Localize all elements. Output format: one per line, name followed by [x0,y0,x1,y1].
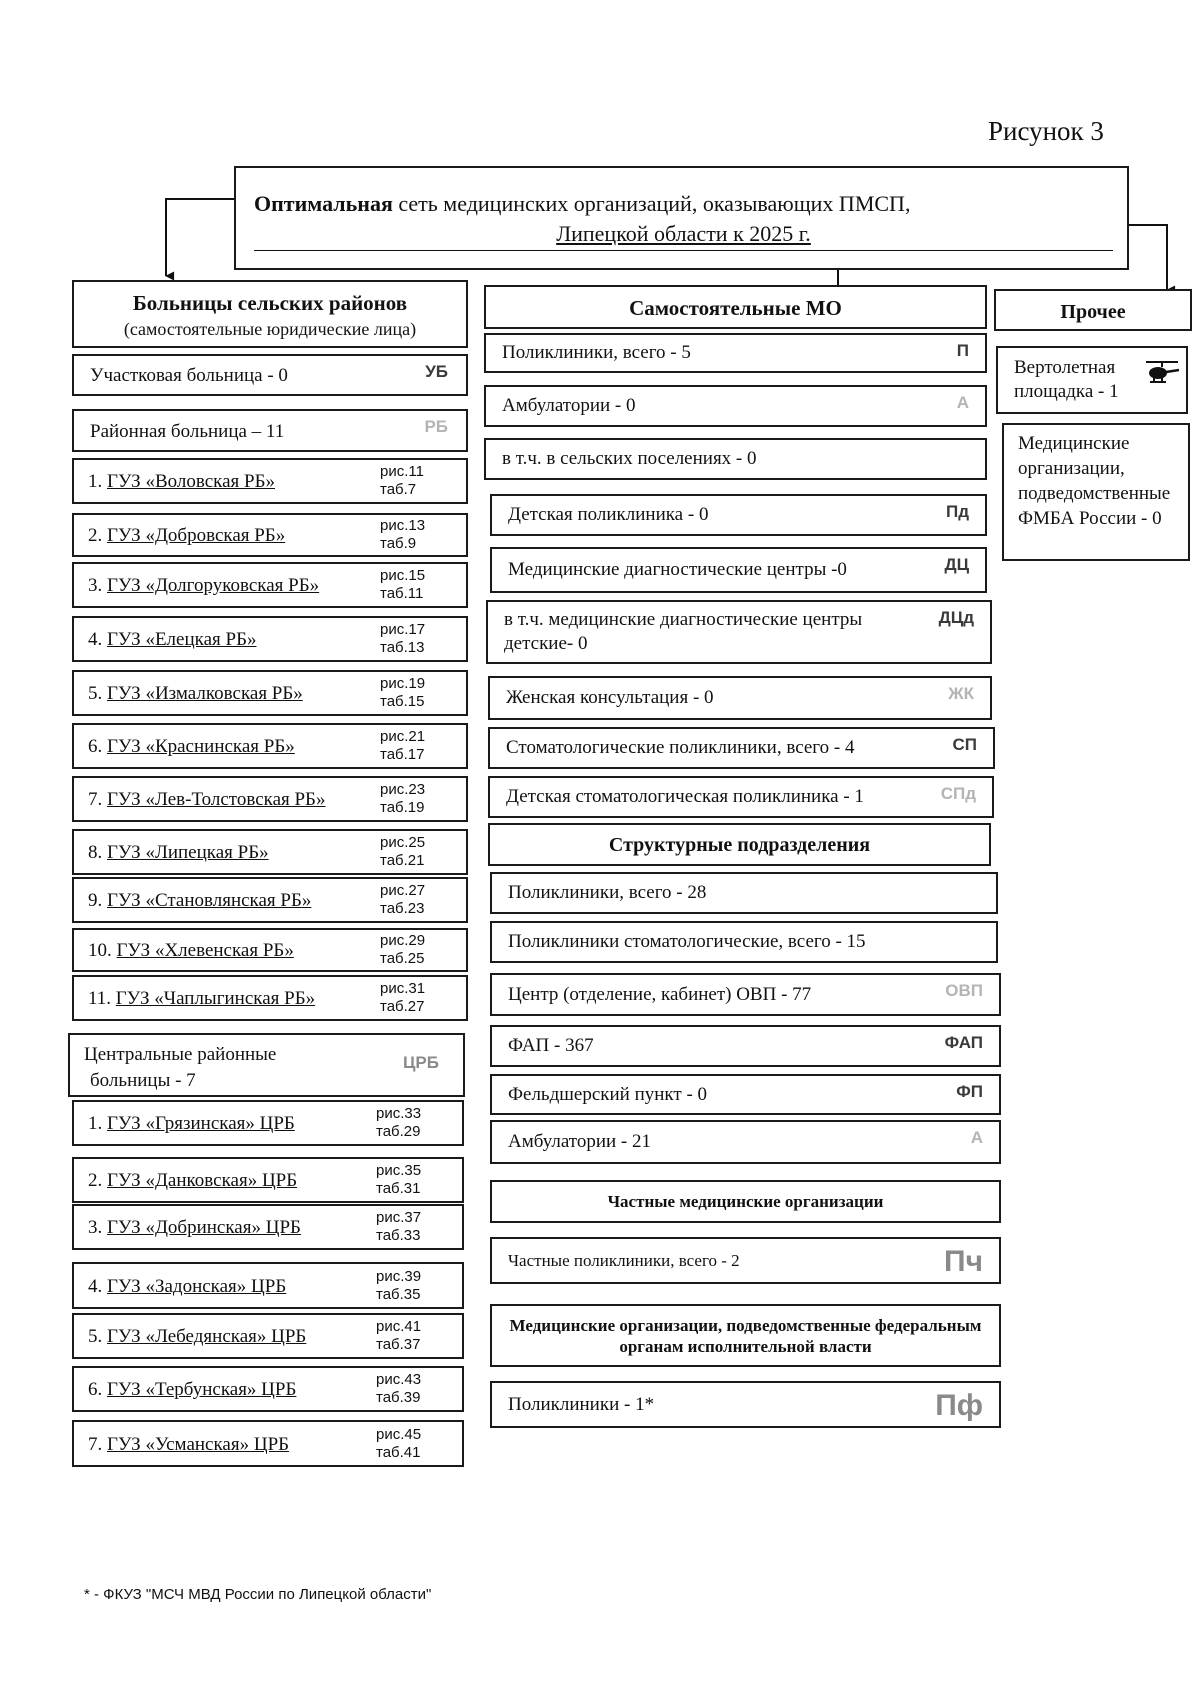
crb-item-name: ГУЗ «Добринская» ЦРБ [107,1217,301,1238]
rb-item [72,513,468,557]
rb-item-num: 6. [88,736,103,757]
federal-header-box-title: Медицинские организации, подведомственные федеральным органам исполнительной власти [509,1315,982,1356]
struct-item [490,1074,1001,1115]
crb-item-ref [376,1318,421,1354]
rb-item-label [88,987,315,1011]
crb-item-ris: рис.33 [376,1105,422,1122]
arrow-to-right-column [1128,225,1167,290]
mo-item [486,600,992,664]
mo-item-label: Медицинские диагностические центры -0 [508,559,847,580]
crb-item-ris: рис.41 [376,1318,422,1335]
crb-item-ref [376,1371,421,1407]
rb-item-name: ГУЗ «Лев-Толстовская РБ» [107,789,326,810]
rb-item-ris: рис.11 [380,463,424,480]
crb-item-num: 7. [88,1434,103,1455]
rb-item-label [88,574,319,598]
rb-item-name: ГУЗ «Хлевенская РБ» [116,940,294,961]
struct-header-box-title: Структурные подразделения [608,833,871,856]
mo-item [484,385,987,427]
mo-item-label: Поликлиники, всего - 5 [502,342,691,363]
rb-item-ref [380,882,425,918]
mo-item-label: Детская стоматологическая поликлиника - 1 [506,786,864,807]
crb-item-label [88,1112,295,1136]
crb-item-ris: рис.37 [376,1209,422,1226]
mo-item-code: Пд [945,502,969,521]
rb-item-ref [380,980,425,1016]
rb-label: Районная больница – 11 [90,421,285,442]
struct-item-code: ФП [956,1082,983,1101]
rb-item-name: ГУЗ «Воловская РБ» [107,471,275,492]
struct-item-code: А [970,1128,983,1147]
mo-item-code: СПд [940,784,976,803]
struct-item-label: Центр (отделение, кабинет) ОВП - 77 [508,984,812,1005]
struct-item-code: ФАП [944,1033,983,1052]
rb-item-name: ГУЗ «Чаплыгинская РБ» [115,988,316,1009]
crb-item [72,1420,464,1467]
crb-item-ris: рис.35 [376,1162,422,1179]
rb-item-name: ГУЗ «Елецкая РБ» [107,629,257,650]
rb-item-label [88,889,311,913]
crb-item [72,1157,464,1203]
rb-item-ref [380,517,425,553]
rb-item-tab: таб.17 [380,746,425,763]
helicopter-icon [1142,358,1182,386]
rb-item-tab: таб.19 [380,799,425,816]
crb-item-name: ГУЗ «Данковская» ЦРБ [107,1170,298,1191]
mo-item-code: А [956,393,969,412]
rb-code: РБ [424,417,448,436]
rb-item-label [88,841,269,865]
crb-item-ris: рис.45 [376,1426,422,1443]
crb-item [72,1100,464,1146]
mo-item [488,776,994,818]
crb-item-num: 1. [88,1113,103,1134]
rb-box [72,409,468,452]
rb-item-ref [380,621,425,657]
struct-item [490,1120,1001,1164]
mo-item [490,494,987,536]
rb-item-name: ГУЗ «Липецкая РБ» [107,842,269,863]
rb-item-ref [380,834,425,870]
private-header-box-title: Частные медицинские организации [607,1192,884,1211]
crb-item-ref [376,1162,421,1198]
crb-item [72,1366,464,1412]
rb-item-tab: таб.13 [380,639,425,656]
rb-item-tab: таб.23 [380,900,425,917]
rb-item-ref [380,932,425,968]
rb-item-ris: рис.19 [380,675,426,692]
fmba-box [1002,423,1190,561]
mo-item [484,438,987,480]
mo-item-code: ЖК [948,684,974,703]
mo-item-label: в т.ч. медицинские диагностические центры детские- 0 [504,609,863,654]
struct-item [490,872,998,914]
federal-item-label: Поликлиники - 1* [508,1394,655,1415]
rb-item-tab: таб.15 [380,693,425,710]
mo-item-label: Стоматологические поликлиники, всего - 4 [506,737,855,758]
rb-item-num: 8. [88,842,103,863]
crb-item-tab: таб.41 [376,1444,421,1461]
right-header-box [994,289,1192,331]
struct-item-label: ФАП - 367 [508,1035,594,1056]
rb-item [72,458,468,504]
private-item-code: Пч [944,1245,983,1278]
crb-item-label [88,1216,301,1240]
crb-item-name: ГУЗ «Грязинская» ЦРБ [107,1113,295,1134]
mo-item-code: ДЦд [938,608,974,627]
crb-item [72,1262,464,1309]
crb-item-num: 5. [88,1326,103,1347]
crb-item-tab: таб.29 [376,1123,421,1140]
title-rest: сеть медицинских организаций, оказывающих ПМСП, [398,191,911,216]
rb-item-name: ГУЗ «Становлянская РБ» [107,890,312,911]
crb-item-name: ГУЗ «Тербунская» ЦРБ [107,1379,297,1400]
crb-item-num: 4. [88,1276,103,1297]
ub-box [72,354,468,396]
struct-item-label: Фельдшерский пункт - 0 [508,1084,708,1105]
left-header-box [72,280,468,348]
crb-box [68,1033,465,1097]
rb-item-num: 7. [88,789,103,810]
rb-item-num: 9. [88,890,103,911]
mo-item [490,547,987,593]
rb-item [72,829,468,875]
rb-item-tab: таб.25 [380,950,425,967]
rb-item-tab: таб.21 [380,852,425,869]
rb-item-ref [380,781,425,817]
footnote: * - ФКУЗ "МСЧ МВД России по Липецкой области" [84,1586,432,1603]
left-header-title: Больницы сельских районов [132,291,408,315]
ub-code: УБ [425,362,448,381]
crb-item-name: ГУЗ «Усманская» ЦРБ [107,1434,290,1455]
struct-item-label: Поликлиники стоматологические, всего - 15 [508,931,866,952]
crb-code: ЦРБ [403,1053,439,1072]
mo-item [488,727,995,769]
rb-item-ris: рис.15 [380,567,426,584]
title-box [234,166,1129,270]
crb-item-tab: таб.37 [376,1336,421,1353]
struct-item [490,1025,1001,1067]
rb-item-ris: рис.17 [380,621,426,638]
crb-item-num: 3. [88,1217,103,1238]
mo-item-code: П [956,341,969,360]
crb-line2: больницы - 7 [90,1070,196,1091]
rb-item-label [88,939,294,963]
private-header-box [490,1180,1001,1223]
crb-item [72,1204,464,1250]
rb-item-num: 11. [88,988,112,1009]
rb-item-name: ГУЗ «Добровская РБ» [107,525,286,546]
mo-item [484,333,987,373]
rb-item-num: 3. [88,575,103,596]
rb-item-num: 4. [88,629,103,650]
right-header: Прочее [1060,301,1126,323]
struct-item [490,921,998,963]
heli-label: Вертолетная площадка - 1 [1014,357,1119,402]
rb-item-ref [380,463,424,499]
mo-item-label: Амбулатории - 0 [502,395,636,416]
crb-item-num: 2. [88,1170,103,1191]
rb-item-ref [380,675,425,711]
rb-item-tab: таб.27 [380,998,425,1015]
private-item [490,1237,1001,1284]
crb-item-name: ГУЗ «Лебедянская» ЦРБ [107,1326,307,1347]
mo-item-label: Женская консультация - 0 [506,687,714,708]
rb-item-label [88,682,303,706]
mo-item-label: Детская поликлиника - 0 [508,504,709,525]
rb-item [72,975,468,1021]
rb-item-ref [380,728,425,764]
rb-item-tab: таб.7 [380,481,417,498]
rb-item-num: 1. [88,471,103,492]
rb-item [72,616,468,662]
crb-item-tab: таб.31 [376,1180,421,1197]
crb-item-ref [376,1268,421,1304]
crb-item-label [88,1169,297,1193]
crb-item-num: 6. [88,1379,103,1400]
rb-item-name: ГУЗ «Измалковская РБ» [107,683,303,704]
rb-item-ref [380,567,425,603]
crb-line1: Центральные районные [84,1044,277,1065]
rb-item [72,723,468,769]
rb-item-name: ГУЗ «Краснинская РБ» [107,736,295,757]
crb-item-label [88,1275,286,1299]
crb-item-label [88,1378,296,1402]
private-item-label: Частные поликлиники, всего - 2 [508,1251,740,1270]
mo-item-code: ДЦ [944,555,969,574]
crb-item-ris: рис.39 [376,1268,422,1285]
rb-item-name: ГУЗ «Долгоруковская РБ» [107,575,320,596]
arrow-to-left-column [166,199,234,276]
rb-item-ris: рис.21 [380,728,426,745]
rb-item [72,670,468,716]
struct-item-code: ОВП [945,981,983,1000]
rb-item-ris: рис.23 [380,781,426,798]
rb-item-ris: рис.25 [380,834,426,851]
middle-header: Самостоятельные МО [629,296,842,320]
rb-item-ris: рис.13 [380,517,426,534]
fmba-label: Медицинские организации, подведомственные ФМБА России - 0 [1018,433,1171,529]
federal-item [490,1381,1001,1428]
middle-header-box [484,285,987,329]
rb-item-label [88,524,285,548]
figure-label: Рисунок 3 [988,116,1104,146]
rb-item-num: 5. [88,683,103,704]
crb-item-tab: таб.33 [376,1227,421,1244]
federal-item-code: Пф [935,1389,983,1422]
crb-item-ref [376,1209,421,1245]
rb-item-label [88,628,257,652]
rb-item-ris: рис.27 [380,882,426,899]
ub-label: Участковая больница - 0 [90,365,288,386]
left-header-subtitle: (самостоятельные юридические лица) [123,319,417,339]
federal-header-box [490,1304,1001,1367]
struct-item [490,973,1001,1016]
struct-header-box [488,823,991,866]
crb-item-label [88,1325,306,1349]
title-line1 [254,190,910,218]
title-line2 [254,218,1113,251]
crb-item-name: ГУЗ «Задонская» ЦРБ [107,1276,287,1297]
rb-item-tab: таб.9 [380,535,417,552]
mo-item-code: СП [952,735,977,754]
rb-item-num: 2. [88,525,103,546]
rb-item-label [88,735,295,759]
rb-item-label [88,470,275,494]
crb-item-ris: рис.43 [376,1371,422,1388]
struct-item-label: Поликлиники, всего - 28 [508,882,707,903]
crb-item-tab: таб.35 [376,1286,421,1303]
crb-item-label [88,1433,289,1457]
crb-item-tab: таб.39 [376,1389,421,1406]
rb-item [72,877,468,923]
rb-item [72,562,468,608]
rb-item-ris: рис.29 [380,932,426,949]
rb-item [72,776,468,822]
title-year: Липецкой области к 2025 г. [556,221,811,246]
crb-item [72,1313,464,1359]
rb-item-label [88,788,325,812]
rb-item-tab: таб.11 [380,585,424,602]
rb-item-num: 10. [88,940,112,961]
rb-item-ris: рис.31 [380,980,426,997]
title-bold: Оптимальная [254,191,393,216]
crb-item-ref [376,1426,421,1462]
crb-item-ref [376,1105,421,1141]
mo-item-label: в т.ч. в сельских поселениях - 0 [502,448,757,469]
struct-item-label: Амбулатории - 21 [508,1131,651,1152]
mo-item [488,676,992,720]
rb-item [72,928,468,972]
heli-box [996,346,1188,414]
